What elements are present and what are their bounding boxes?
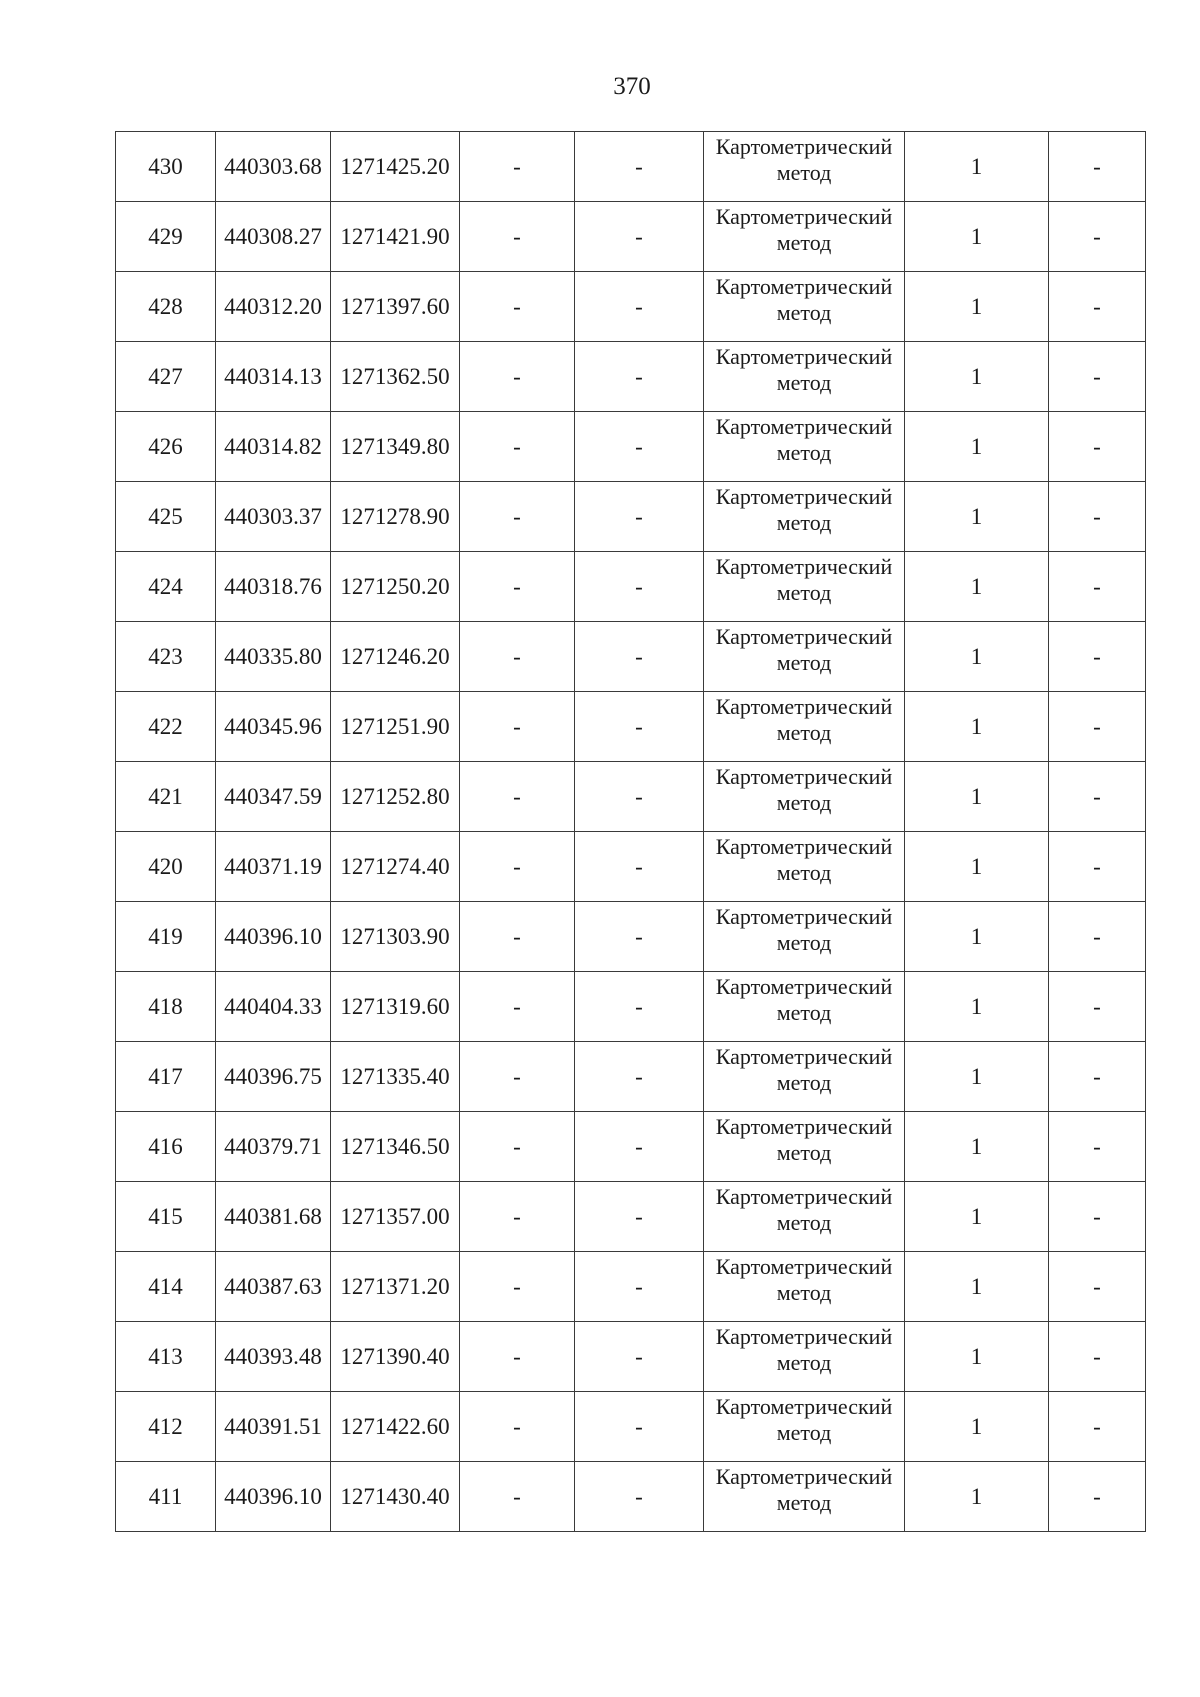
method-text bbox=[704, 1254, 904, 1306]
cell-column-7: 1 bbox=[905, 762, 1049, 832]
cell-column-7: 1 bbox=[905, 832, 1049, 902]
cell-y-coordinate: 1271303.90 bbox=[331, 902, 460, 972]
cell-x-coordinate: 440303.68 bbox=[216, 132, 331, 202]
cell-column-7: 1 bbox=[905, 482, 1049, 552]
method-line-1: Картометрический bbox=[715, 413, 893, 439]
method-text bbox=[704, 484, 904, 536]
cell-column-4: - bbox=[460, 202, 575, 272]
cell-column-8: - bbox=[1049, 972, 1146, 1042]
method-line-1: Картометрический bbox=[715, 623, 893, 649]
cell-x-coordinate: 440335.80 bbox=[216, 622, 331, 692]
method-text bbox=[704, 1464, 904, 1516]
method-line-1: Картометрический bbox=[715, 553, 893, 579]
method-line-1: Картометрический bbox=[715, 973, 893, 999]
cell-column-4: - bbox=[460, 1462, 575, 1532]
method-text bbox=[704, 204, 904, 256]
cell-y-coordinate: 1271357.00 bbox=[331, 1182, 460, 1252]
method-text bbox=[704, 274, 904, 326]
cell-column-8: - bbox=[1049, 272, 1146, 342]
cell-method bbox=[704, 622, 905, 692]
cell-y-coordinate: 1271346.50 bbox=[331, 1112, 460, 1182]
cell-column-4: - bbox=[460, 1042, 575, 1112]
cell-method bbox=[704, 972, 905, 1042]
cell-column-5: - bbox=[575, 412, 704, 482]
cell-x-coordinate: 440396.10 bbox=[216, 902, 331, 972]
cell-method bbox=[704, 132, 905, 202]
cell-column-8: - bbox=[1049, 412, 1146, 482]
method-text bbox=[704, 1184, 904, 1236]
method-line-1: Картометрический bbox=[715, 203, 893, 229]
cell-column-8: - bbox=[1049, 1322, 1146, 1392]
cell-column-5: - bbox=[575, 902, 704, 972]
cell-method bbox=[704, 1112, 905, 1182]
method-line-2: метод bbox=[776, 719, 832, 745]
method-text bbox=[704, 974, 904, 1026]
cell-column-4: - bbox=[460, 1252, 575, 1322]
cell-y-coordinate: 1271371.20 bbox=[331, 1252, 460, 1322]
page-number: 370 bbox=[613, 73, 651, 100]
cell-column-8: - bbox=[1049, 132, 1146, 202]
cell-x-coordinate: 440387.63 bbox=[216, 1252, 331, 1322]
method-line-2: метод bbox=[776, 439, 832, 465]
cell-method bbox=[704, 1042, 905, 1112]
cell-method bbox=[704, 202, 905, 272]
cell-x-coordinate: 440345.96 bbox=[216, 692, 331, 762]
cell-y-coordinate: 1271319.60 bbox=[331, 972, 460, 1042]
cell-column-7: 1 bbox=[905, 902, 1049, 972]
cell-column-7: 1 bbox=[905, 1182, 1049, 1252]
cell-point-number: 427 bbox=[116, 342, 216, 412]
cell-y-coordinate: 1271251.90 bbox=[331, 692, 460, 762]
cell-column-8: - bbox=[1049, 482, 1146, 552]
method-text bbox=[704, 1114, 904, 1166]
cell-y-coordinate: 1271252.80 bbox=[331, 762, 460, 832]
method-text bbox=[704, 554, 904, 606]
cell-x-coordinate: 440312.20 bbox=[216, 272, 331, 342]
method-text bbox=[704, 764, 904, 816]
method-text bbox=[704, 344, 904, 396]
method-text bbox=[704, 694, 904, 746]
cell-y-coordinate: 1271335.40 bbox=[331, 1042, 460, 1112]
table-row bbox=[116, 622, 1146, 692]
table-row bbox=[116, 1462, 1146, 1532]
cell-column-8: - bbox=[1049, 622, 1146, 692]
cell-column-7: 1 bbox=[905, 972, 1049, 1042]
cell-column-7: 1 bbox=[905, 552, 1049, 622]
method-line-2: метод bbox=[776, 579, 832, 605]
cell-y-coordinate: 1271430.40 bbox=[331, 1462, 460, 1532]
table-body bbox=[116, 132, 1146, 1532]
cell-method bbox=[704, 1322, 905, 1392]
cell-point-number: 429 bbox=[116, 202, 216, 272]
method-text bbox=[704, 414, 904, 466]
method-text bbox=[704, 1394, 904, 1446]
cell-column-7: 1 bbox=[905, 622, 1049, 692]
cell-x-coordinate: 440381.68 bbox=[216, 1182, 331, 1252]
cell-method bbox=[704, 272, 905, 342]
method-line-1: Картометрический bbox=[715, 1393, 893, 1419]
cell-column-8: - bbox=[1049, 692, 1146, 762]
method-line-2: метод bbox=[776, 229, 832, 255]
table-row bbox=[116, 902, 1146, 972]
method-line-2: метод bbox=[776, 1489, 832, 1515]
cell-column-5: - bbox=[575, 1322, 704, 1392]
cell-x-coordinate: 440314.82 bbox=[216, 412, 331, 482]
cell-point-number: 417 bbox=[116, 1042, 216, 1112]
cell-column-7: 1 bbox=[905, 1462, 1049, 1532]
table-row bbox=[116, 482, 1146, 552]
cell-method bbox=[704, 1392, 905, 1462]
method-line-1: Картометрический bbox=[715, 693, 893, 719]
cell-column-8: - bbox=[1049, 762, 1146, 832]
cell-column-5: - bbox=[575, 132, 704, 202]
cell-x-coordinate: 440396.75 bbox=[216, 1042, 331, 1112]
cell-y-coordinate: 1271250.20 bbox=[331, 552, 460, 622]
method-line-1: Картометрический bbox=[715, 1113, 893, 1139]
method-line-2: метод bbox=[776, 369, 832, 395]
cell-column-7: 1 bbox=[905, 342, 1049, 412]
cell-y-coordinate: 1271397.60 bbox=[331, 272, 460, 342]
method-line-2: метод bbox=[776, 789, 832, 815]
table-row bbox=[116, 1322, 1146, 1392]
method-line-1: Картометрический bbox=[715, 343, 893, 369]
cell-x-coordinate: 440347.59 bbox=[216, 762, 331, 832]
cell-column-4: - bbox=[460, 272, 575, 342]
method-line-1: Картометрический bbox=[715, 1183, 893, 1209]
cell-column-5: - bbox=[575, 1392, 704, 1462]
cell-column-7: 1 bbox=[905, 1112, 1049, 1182]
cell-method bbox=[704, 342, 905, 412]
cell-column-8: - bbox=[1049, 202, 1146, 272]
cell-column-7: 1 bbox=[905, 412, 1049, 482]
table-row bbox=[116, 1392, 1146, 1462]
coordinates-table bbox=[115, 131, 1146, 1532]
cell-point-number: 426 bbox=[116, 412, 216, 482]
cell-point-number: 420 bbox=[116, 832, 216, 902]
method-line-2: метод bbox=[776, 1279, 832, 1305]
cell-column-7: 1 bbox=[905, 132, 1049, 202]
method-text bbox=[704, 904, 904, 956]
cell-column-5: - bbox=[575, 1112, 704, 1182]
cell-point-number: 421 bbox=[116, 762, 216, 832]
cell-y-coordinate: 1271349.80 bbox=[331, 412, 460, 482]
cell-column-7: 1 bbox=[905, 692, 1049, 762]
method-line-1: Картометрический bbox=[715, 903, 893, 929]
cell-y-coordinate: 1271425.20 bbox=[331, 132, 460, 202]
cell-column-4: - bbox=[460, 972, 575, 1042]
cell-method bbox=[704, 482, 905, 552]
cell-method bbox=[704, 552, 905, 622]
method-line-1: Картометрический bbox=[715, 483, 893, 509]
cell-method bbox=[704, 832, 905, 902]
cell-point-number: 425 bbox=[116, 482, 216, 552]
table-row bbox=[116, 1042, 1146, 1112]
cell-column-5: - bbox=[575, 272, 704, 342]
cell-x-coordinate: 440391.51 bbox=[216, 1392, 331, 1462]
table-row bbox=[116, 132, 1146, 202]
cell-column-4: - bbox=[460, 412, 575, 482]
cell-column-5: - bbox=[575, 482, 704, 552]
cell-x-coordinate: 440371.19 bbox=[216, 832, 331, 902]
table-row bbox=[116, 412, 1146, 482]
method-line-1: Картометрический bbox=[715, 273, 893, 299]
method-line-1: Картометрический bbox=[715, 1043, 893, 1069]
cell-column-8: - bbox=[1049, 1462, 1146, 1532]
cell-column-5: - bbox=[575, 692, 704, 762]
table-row bbox=[116, 832, 1146, 902]
cell-column-5: - bbox=[575, 622, 704, 692]
cell-column-4: - bbox=[460, 482, 575, 552]
cell-point-number: 412 bbox=[116, 1392, 216, 1462]
cell-column-8: - bbox=[1049, 1392, 1146, 1462]
cell-column-5: - bbox=[575, 552, 704, 622]
cell-y-coordinate: 1271422.60 bbox=[331, 1392, 460, 1462]
cell-method bbox=[704, 412, 905, 482]
cell-point-number: 418 bbox=[116, 972, 216, 1042]
cell-x-coordinate: 440308.27 bbox=[216, 202, 331, 272]
cell-column-8: - bbox=[1049, 1182, 1146, 1252]
table-row bbox=[116, 1112, 1146, 1182]
cell-column-8: - bbox=[1049, 552, 1146, 622]
cell-method bbox=[704, 692, 905, 762]
cell-point-number: 424 bbox=[116, 552, 216, 622]
method-text bbox=[704, 1044, 904, 1096]
cell-column-5: - bbox=[575, 342, 704, 412]
method-line-1: Картометрический bbox=[715, 133, 893, 159]
method-line-2: метод bbox=[776, 859, 832, 885]
cell-column-4: - bbox=[460, 552, 575, 622]
cell-x-coordinate: 440393.48 bbox=[216, 1322, 331, 1392]
cell-point-number: 411 bbox=[116, 1462, 216, 1532]
table-row bbox=[116, 762, 1146, 832]
table-row bbox=[116, 342, 1146, 412]
cell-column-7: 1 bbox=[905, 1322, 1049, 1392]
cell-x-coordinate: 440379.71 bbox=[216, 1112, 331, 1182]
cell-column-5: - bbox=[575, 762, 704, 832]
method-line-1: Картометрический bbox=[715, 1323, 893, 1349]
cell-point-number: 422 bbox=[116, 692, 216, 762]
method-line-2: метод bbox=[776, 159, 832, 185]
method-line-1: Картометрический bbox=[715, 763, 893, 789]
cell-column-7: 1 bbox=[905, 1252, 1049, 1322]
cell-x-coordinate: 440318.76 bbox=[216, 552, 331, 622]
cell-y-coordinate: 1271274.40 bbox=[331, 832, 460, 902]
method-text bbox=[704, 834, 904, 886]
cell-x-coordinate: 440404.33 bbox=[216, 972, 331, 1042]
cell-column-7: 1 bbox=[905, 1042, 1049, 1112]
method-line-1: Картометрический bbox=[715, 833, 893, 859]
cell-method bbox=[704, 1462, 905, 1532]
cell-point-number: 413 bbox=[116, 1322, 216, 1392]
method-line-1: Картометрический bbox=[715, 1463, 893, 1489]
cell-method bbox=[704, 1182, 905, 1252]
table-row bbox=[116, 272, 1146, 342]
cell-point-number: 416 bbox=[116, 1112, 216, 1182]
cell-column-7: 1 bbox=[905, 272, 1049, 342]
cell-method bbox=[704, 1252, 905, 1322]
table-row bbox=[116, 1182, 1146, 1252]
cell-x-coordinate: 440303.37 bbox=[216, 482, 331, 552]
cell-column-4: - bbox=[460, 622, 575, 692]
cell-column-4: - bbox=[460, 1392, 575, 1462]
method-line-2: метод bbox=[776, 649, 832, 675]
method-line-2: метод bbox=[776, 999, 832, 1025]
method-text bbox=[704, 624, 904, 676]
cell-point-number: 423 bbox=[116, 622, 216, 692]
cell-column-8: - bbox=[1049, 1042, 1146, 1112]
cell-column-8: - bbox=[1049, 902, 1146, 972]
method-line-1: Картометрический bbox=[715, 1253, 893, 1279]
table-row bbox=[116, 202, 1146, 272]
cell-column-4: - bbox=[460, 692, 575, 762]
cell-point-number: 428 bbox=[116, 272, 216, 342]
cell-column-4: - bbox=[460, 342, 575, 412]
cell-column-5: - bbox=[575, 1042, 704, 1112]
cell-x-coordinate: 440396.10 bbox=[216, 1462, 331, 1532]
cell-point-number: 419 bbox=[116, 902, 216, 972]
cell-column-5: - bbox=[575, 202, 704, 272]
cell-column-5: - bbox=[575, 832, 704, 902]
method-line-2: метод bbox=[776, 1349, 832, 1375]
cell-column-4: - bbox=[460, 832, 575, 902]
cell-column-4: - bbox=[460, 1322, 575, 1392]
method-text bbox=[704, 134, 904, 186]
cell-y-coordinate: 1271278.90 bbox=[331, 482, 460, 552]
cell-column-8: - bbox=[1049, 1252, 1146, 1322]
cell-column-8: - bbox=[1049, 832, 1146, 902]
cell-y-coordinate: 1271421.90 bbox=[331, 202, 460, 272]
method-line-2: метод bbox=[776, 1069, 832, 1095]
cell-method bbox=[704, 762, 905, 832]
cell-column-4: - bbox=[460, 1112, 575, 1182]
table-row bbox=[116, 972, 1146, 1042]
cell-column-5: - bbox=[575, 1252, 704, 1322]
table-row bbox=[116, 1252, 1146, 1322]
cell-point-number: 430 bbox=[116, 132, 216, 202]
cell-column-5: - bbox=[575, 1462, 704, 1532]
method-line-2: метод bbox=[776, 1209, 832, 1235]
method-line-2: метод bbox=[776, 299, 832, 325]
cell-column-8: - bbox=[1049, 1112, 1146, 1182]
cell-column-5: - bbox=[575, 1182, 704, 1252]
cell-y-coordinate: 1271246.20 bbox=[331, 622, 460, 692]
method-line-2: метод bbox=[776, 1419, 832, 1445]
cell-x-coordinate: 440314.13 bbox=[216, 342, 331, 412]
cell-y-coordinate: 1271390.40 bbox=[331, 1322, 460, 1392]
cell-column-4: - bbox=[460, 132, 575, 202]
cell-column-5: - bbox=[575, 972, 704, 1042]
cell-column-7: 1 bbox=[905, 202, 1049, 272]
cell-column-4: - bbox=[460, 1182, 575, 1252]
cell-y-coordinate: 1271362.50 bbox=[331, 342, 460, 412]
cell-column-8: - bbox=[1049, 342, 1146, 412]
cell-point-number: 414 bbox=[116, 1252, 216, 1322]
method-line-2: метод bbox=[776, 509, 832, 535]
method-line-2: метод bbox=[776, 1139, 832, 1165]
cell-point-number: 415 bbox=[116, 1182, 216, 1252]
cell-column-4: - bbox=[460, 762, 575, 832]
table-row bbox=[116, 552, 1146, 622]
method-text bbox=[704, 1324, 904, 1376]
cell-method bbox=[704, 902, 905, 972]
cell-column-4: - bbox=[460, 902, 575, 972]
method-line-2: метод bbox=[776, 929, 832, 955]
table-row bbox=[116, 692, 1146, 762]
cell-column-7: 1 bbox=[905, 1392, 1049, 1462]
